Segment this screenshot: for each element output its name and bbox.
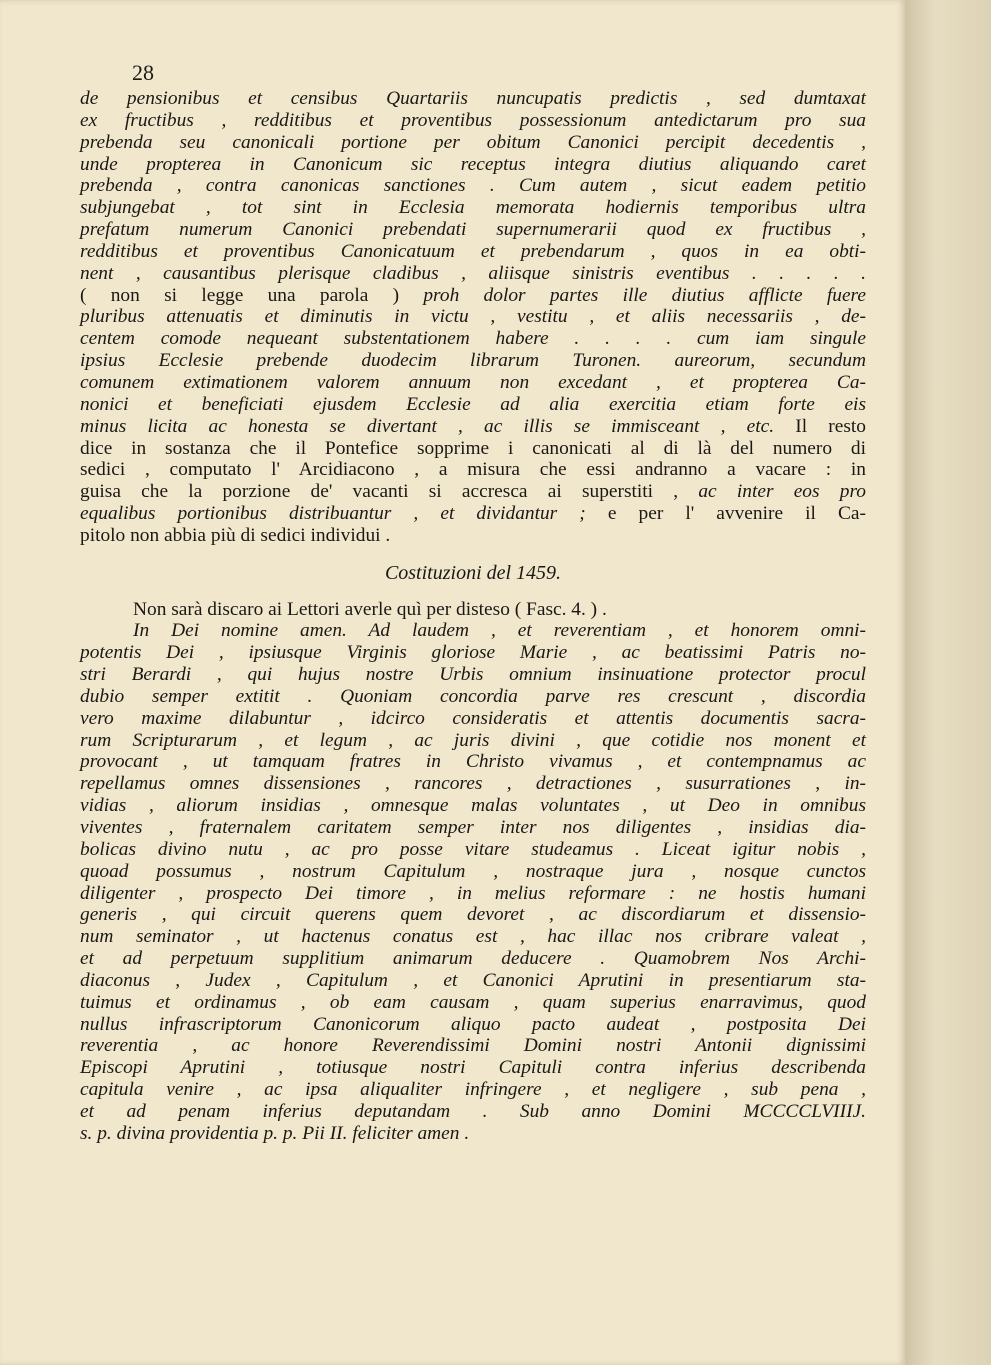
text-line: viventes , fraternalem caritatem semper inter nos diligentes , insidias dia- bbox=[80, 817, 866, 838]
text-segment: subjungebat , tot sint in Ecclesia memorata hodiernis temporibus ultra bbox=[80, 197, 866, 219]
text-line: reverentia , ac honore Reverendissimi Domini nostri Antonii dignissimi bbox=[80, 1035, 866, 1057]
text-segment: ipsius Ecclesie prebende duodecim librarum Turonen. aureorum, secundum bbox=[80, 350, 866, 372]
text-segment: guisa che la porzione de' vacanti si accresca ai superstiti , bbox=[80, 481, 699, 503]
text-segment: dice in sostanza che il Pontefice sopprime i canonicati al di là del numero di bbox=[80, 437, 866, 459]
text-line bbox=[80, 459, 866, 481]
text-segment: ac inter eos pro bbox=[698, 481, 866, 503]
text-line bbox=[80, 372, 866, 394]
text-line: Episcopi Aprutini , totiusque nostri Capituli contra inferius describenda bbox=[80, 1057, 866, 1079]
text-line bbox=[80, 394, 866, 416]
text-line: In Dei nomine amen. Ad laudem , et reverentiam , et honorem omni- bbox=[133, 620, 866, 642]
text-line: et ad penam inferius deputandam . Sub anno Domini MCCCCLVIIIJ. bbox=[80, 1100, 866, 1122]
text-line: potentis Dei , ipsiusque Virginis gloriose Marie , ac beatissimi Patris no- bbox=[80, 642, 866, 664]
text-segment: ( non si legge una parola ) bbox=[80, 284, 424, 306]
paragraph-papal-bull-excerpt bbox=[80, 88, 866, 547]
text-line bbox=[80, 132, 866, 154]
text-line: provocant , ut tamquam fratres in Christo vivamus , et contempnamus ac bbox=[80, 751, 866, 773]
text-segment: redditibus et proventibus Canonicatuum et prebendarum , quos in ea obti- bbox=[80, 240, 866, 262]
text-line: vidias , aliorum insidias , omnesque malas voluntates , ut Deo in omnibus bbox=[80, 795, 866, 817]
text-line bbox=[80, 175, 866, 197]
text-segment: centem comode nequeant substentationem habere . . . . cum iam singule bbox=[80, 328, 866, 350]
text-line: repellamus omnes dissensiones , rancores , detractiones , susurrationes , in- bbox=[80, 773, 866, 795]
text-line: tuimus et ordinamus , ob eam causam , quam superius enarravimus, quod bbox=[80, 991, 866, 1013]
text-line: generis , qui circuit querens quem devoret , ac discordiarum et dissensio- bbox=[80, 904, 866, 926]
text-line bbox=[80, 285, 866, 307]
text-segment: nonici et beneficiati ejusdem Ecclesie ad alia exercitia etiam forte eis bbox=[80, 393, 866, 415]
text-segment: prefatum numerum Canonici prebendati supernumerarii quod ex fructibus , bbox=[80, 219, 866, 241]
adjacent-page-edge bbox=[905, 0, 991, 1365]
text-line: quoad possumus , nostrum Capitulum , nostraque jura , nosque cunctos bbox=[80, 860, 866, 882]
text-line bbox=[80, 503, 866, 525]
text-line bbox=[80, 438, 866, 460]
text-segment: equalibus portionibus distribuantur , et dividantur ; bbox=[80, 503, 608, 525]
text-line: vero maxime dilabuntur , idcirco consideratis et attentis documentis sacra- bbox=[80, 707, 866, 729]
text-line bbox=[80, 328, 866, 350]
text-segment: unde propterea in Canonicum sic receptus integra diutius aliquando caret bbox=[80, 153, 866, 175]
text-line bbox=[80, 481, 866, 503]
text-line bbox=[80, 110, 866, 132]
text-segment: prebenda seu canonicali portione per obitum Canonici percipit decedentis , bbox=[80, 131, 866, 153]
text-segment: nent , causantibus plerisque cladibus , aliisque sinistris eventibus . . . . . bbox=[80, 262, 866, 284]
text-segment: e per l' avvenire il Ca- bbox=[607, 503, 866, 525]
text-line: nullus infrascriptorum Canonicorum aliquo pacto audeat , postposita Dei bbox=[80, 1013, 866, 1035]
intro-line: Non sarà discaro ai Lettori averle quì per disteso ( Fasc. 4. ) . bbox=[133, 598, 607, 620]
text-line bbox=[80, 263, 866, 285]
text-line bbox=[80, 154, 866, 176]
text-line: diaconus , Judex , Capitulum , et Canonici Aprutini in presentiarum sta- bbox=[80, 969, 866, 991]
section-heading: Costituzioni del 1459. bbox=[384, 561, 562, 584]
text-segment: minus licita ac honesta se divertant , ac illis se immisceant , etc. bbox=[80, 415, 796, 437]
text-segment: prebenda , contra canonicas sanctiones . Cum autem , sicut eadem petitio bbox=[80, 175, 866, 197]
text-line bbox=[80, 350, 866, 372]
text-segment: proh dolor partes ille diutius afflicte fuere bbox=[423, 284, 866, 306]
text-segment: comunem extimationem valorem annuum non excedant , et propterea Ca- bbox=[80, 371, 866, 393]
page-number: 28 bbox=[132, 60, 154, 85]
text-line bbox=[80, 88, 866, 110]
text-segment: pitolo non abbia più di sedici individui . bbox=[80, 524, 391, 546]
text-line: stri Berardi , qui hujus nostre Urbis omnium insinuatione protector procul bbox=[80, 664, 866, 686]
text-line: dubio semper extitit . Quoniam concordia parve res crescunt , discordia bbox=[80, 685, 866, 707]
text-line bbox=[80, 306, 866, 328]
text-line: capitula venire , ac ipsa aliqualiter infringere , et negligere , sub pena , bbox=[80, 1079, 866, 1101]
paragraph-constitutions-latin bbox=[80, 620, 866, 1144]
text-segment: sedici , computato l' Arcidiacono , a misura che essi andranno a vacare : in bbox=[80, 459, 866, 481]
text-line: diligenter , prospecto Dei timore , in melius reformare : ne hostis humani bbox=[80, 882, 866, 904]
text-line bbox=[80, 219, 866, 241]
text-line bbox=[80, 241, 866, 263]
text-line: s. p. divina providentia p. p. Pii II. feliciter amen . bbox=[80, 1122, 470, 1144]
text-line: num seminator , ut hactenus conatus est , hac illac nos cribrare valeat , bbox=[80, 926, 866, 948]
text-segment: de pensionibus et censibus Quartariis nuncupatis predictis , sed dumtaxat bbox=[80, 88, 866, 109]
text-line: et ad perpetuum supplitium animarum deducere . Quamobrem Nos Archi- bbox=[80, 948, 866, 970]
text-segment: pluribus attenuatis et diminutis in victu , vestitu , et aliis necessariis , de- bbox=[80, 306, 866, 328]
page-text bbox=[80, 88, 866, 1145]
text-line: bolicas divino nutu , ac pro posse vitare studeamus . Liceat igitur nobis , bbox=[80, 838, 866, 860]
text-line: rum Scripturarum , et legum , ac juris divini , que cotidie nos monent et bbox=[80, 729, 866, 751]
text-segment: Il resto bbox=[795, 415, 866, 437]
text-line bbox=[80, 416, 866, 438]
text-line bbox=[80, 525, 866, 547]
text-segment: ex fructibus , redditibus et proventibus possessionum antedictarum pro sua bbox=[80, 109, 866, 131]
text-line bbox=[80, 197, 866, 219]
